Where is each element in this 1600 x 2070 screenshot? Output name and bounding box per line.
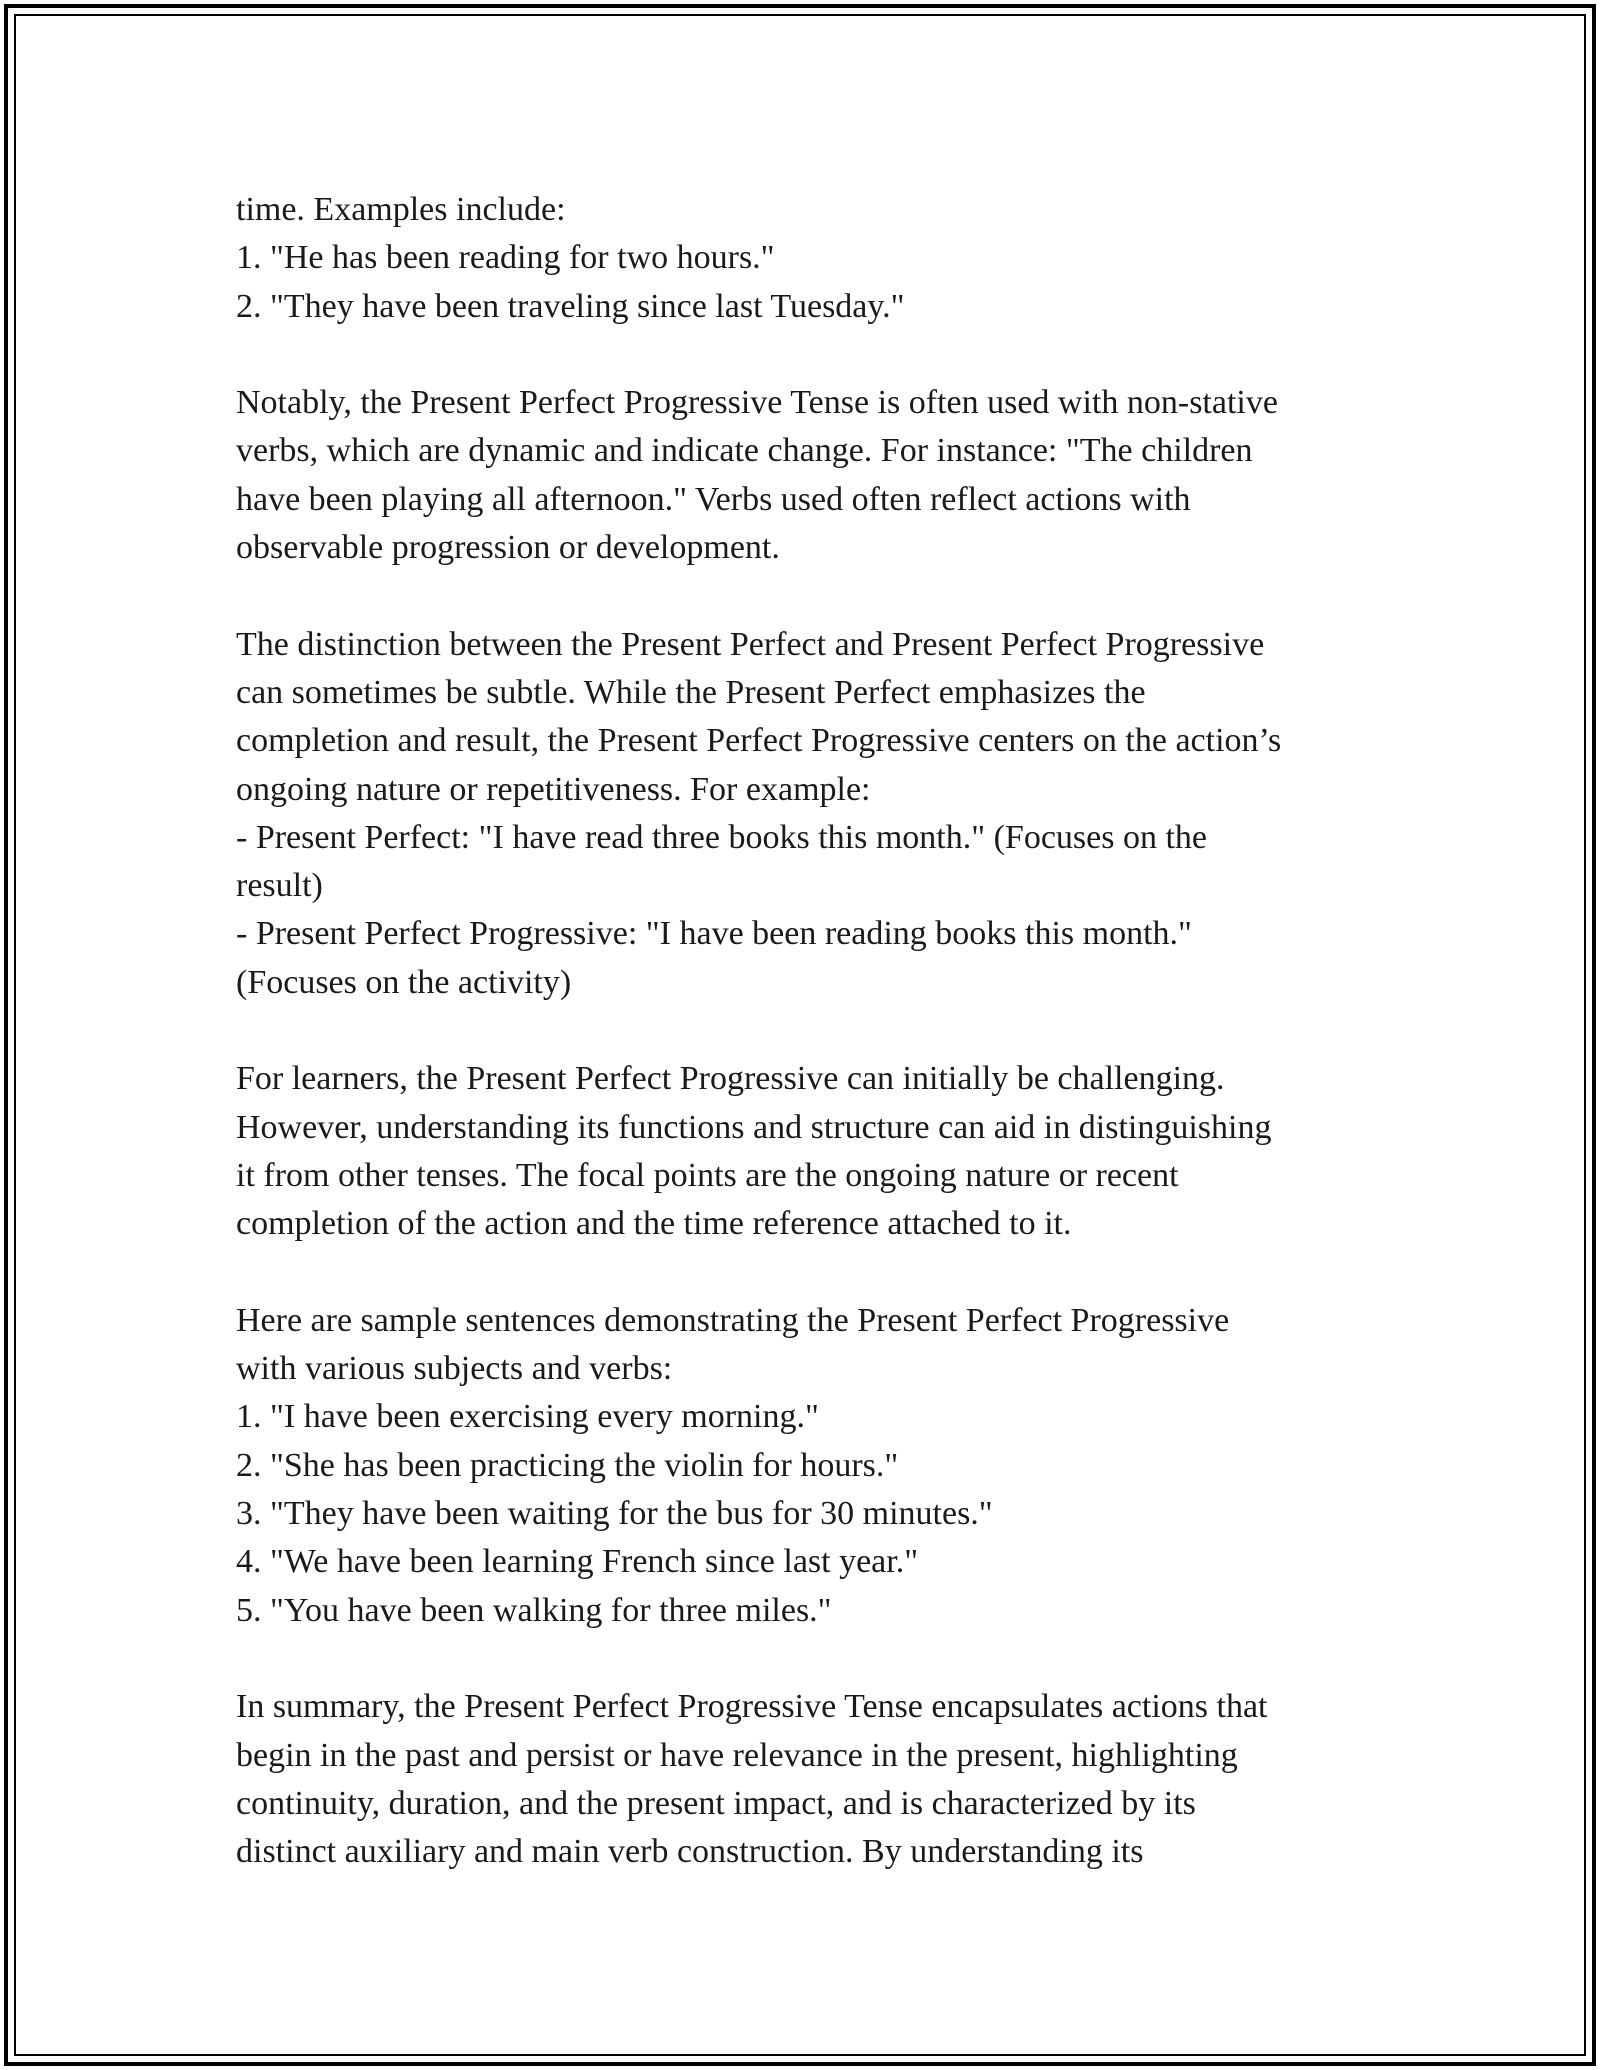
- paragraph-gap: [236, 1249, 1386, 1297]
- text-line: - Present Perfect Progressive: "I have been reading books this month.": [236, 915, 1192, 953]
- paragraph-gap: [236, 1007, 1386, 1055]
- text-line: 3. "They have been waiting for the bus for 30 minutes.": [236, 1495, 993, 1533]
- text-line: completion and result, the Present Perfect Progressive centers on the action’s: [236, 722, 1282, 760]
- text-line: ongoing nature or repetitiveness. For example:: [236, 770, 871, 808]
- paragraph-gap: [236, 572, 1386, 620]
- text-line: it from other tenses. The focal points are the ongoing nature or recent: [236, 1156, 1179, 1194]
- text-line: time. Examples include:: [236, 191, 566, 228]
- text-line: observable progression or development.: [236, 529, 780, 567]
- text-line: continuity, duration, and the present impact, and is characterized by its: [236, 1784, 1196, 1822]
- text-line: For learners, the Present Perfect Progressive can initially be challenging.: [236, 1060, 1225, 1098]
- text-line: In summary, the Present Perfect Progressive Tense encapsulates actions that: [236, 1688, 1268, 1726]
- text-line: The distinction between the Present Perfect and Present Perfect Progressive: [236, 625, 1265, 663]
- text-line: distinct auxiliary and main verb construction. By understanding its: [236, 1833, 1144, 1871]
- paragraph-gap: [236, 331, 1386, 379]
- document-body: [236, 186, 1386, 1876]
- text-line: 1. "I have been exercising every morning.": [236, 1398, 819, 1436]
- text-line: completion of the action and the time reference attached to it.: [236, 1205, 1072, 1243]
- text-line: - Present Perfect: "I have read three books this month." (Focuses on the: [236, 818, 1208, 856]
- text-line: 2. "She has been practicing the violin for hours.": [236, 1446, 899, 1484]
- text-line: 2. "They have been traveling since last Tuesday.": [236, 287, 905, 325]
- text-line: verbs, which are dynamic and indicate change. For instance: "The children: [236, 432, 1253, 470]
- text-line: 4. "We have been learning French since last year.": [236, 1543, 919, 1581]
- paragraph-gap: [236, 1635, 1386, 1683]
- text-line: result): [236, 867, 323, 905]
- text-line: have been playing all afternoon." Verbs used often reflect actions with: [236, 480, 1191, 518]
- text-line: (Focuses on the activity): [236, 963, 572, 1001]
- text-line: 1. "He has been reading for two hours.": [236, 239, 775, 277]
- text-line: However, understanding its functions and structure can aid in distinguishing: [236, 1108, 1272, 1146]
- text-line: Here are sample sentences demonstrating the Present Perfect Progressive: [236, 1301, 1230, 1339]
- text-line: Notably, the Present Perfect Progressive Tense is often used with non-stative: [236, 384, 1278, 422]
- text-line: with various subjects and verbs:: [236, 1350, 673, 1388]
- text-line: 5. "You have been walking for three miles.": [236, 1591, 832, 1629]
- text-line: begin in the past and persist or have relevance in the present, highlighting: [236, 1736, 1238, 1774]
- text-line: can sometimes be subtle. While the Present Perfect emphasizes the: [236, 673, 1146, 711]
